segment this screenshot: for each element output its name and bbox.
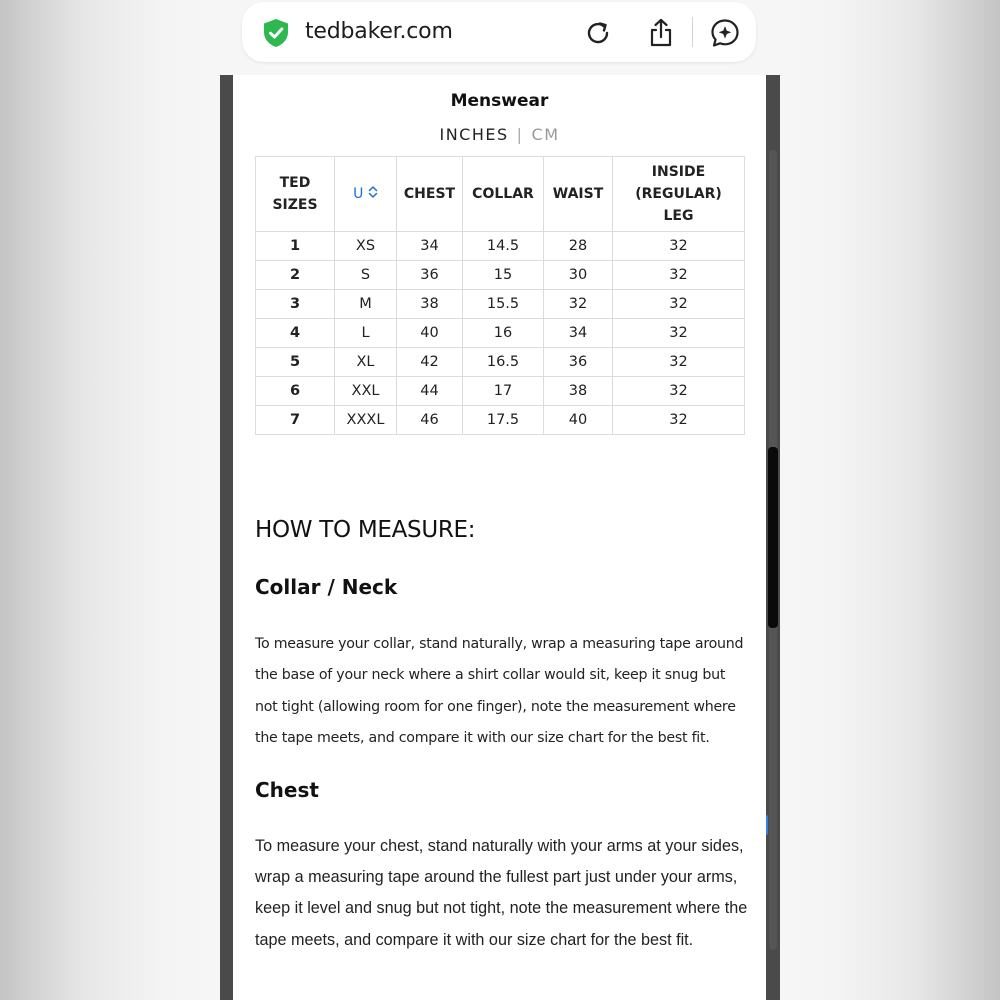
section-title: Menswear — [450, 91, 549, 111]
cell-collar: 16 — [463, 319, 544, 348]
cell-collar: 16.5 — [463, 348, 544, 377]
header-us-size-selector[interactable]: U — [335, 157, 397, 232]
unit-cm-option[interactable]: CM — [531, 125, 560, 144]
assistant-sparkle-icon[interactable] — [709, 17, 741, 49]
cell-ted-size: 5 — [256, 348, 335, 377]
collar-instructions: To measure your collar, stand naturally, wrap a measuring tape around the base of your neck where a shirt collar would sit, keep it snug but not tight (allowing room for one finger), note the measurement where the tape meets, and compare it with our size chart for the best fit. — [255, 636, 744, 746]
header-waist: WAIST — [544, 157, 613, 232]
cell-chest: 38 — [397, 290, 463, 319]
table-row — [256, 232, 745, 261]
cell-waist: 34 — [544, 319, 613, 348]
unit-inches-option[interactable]: INCHES — [439, 125, 509, 144]
cell-ted-size: 1 — [256, 232, 335, 261]
scrollbar-thumb[interactable] — [768, 447, 778, 628]
size-chart-table — [255, 156, 745, 435]
cell-inside-leg: 32 — [613, 290, 745, 319]
cell-waist: 32 — [544, 290, 613, 319]
header-collar: COLLAR — [463, 157, 544, 232]
how-to-measure-heading: HOW TO MEASURE: — [255, 517, 476, 543]
cell-us-size: XXL — [335, 377, 397, 406]
web-page — [233, 75, 766, 1000]
share-icon[interactable] — [645, 17, 677, 49]
cell-us-size: XXXL — [335, 406, 397, 435]
cell-ted-size: 2 — [256, 261, 335, 290]
cell-inside-leg: 32 — [613, 406, 745, 435]
cell-ted-size: 6 — [256, 377, 335, 406]
cell-inside-leg: 32 — [613, 319, 745, 348]
table-header-row — [256, 157, 745, 232]
cell-waist: 28 — [544, 232, 613, 261]
cell-ted-size: 7 — [256, 406, 335, 435]
cell-inside-leg: 32 — [613, 348, 745, 377]
chest-instructions: To measure your chest, stand naturally with your arms at your sides, wrap a measuring tape around the fullest part just under your arms, keep it level and snug but not tight, note the measurement where the tape meets, and compare it with our size chart for the best fit. — [255, 837, 748, 949]
cell-ted-size: 3 — [256, 290, 335, 319]
unit-toggle — [233, 125, 766, 144]
address-bar[interactable] — [242, 2, 756, 62]
cell-chest: 44 — [397, 377, 463, 406]
table-row — [256, 319, 745, 348]
url-text[interactable]: tedbaker.com — [305, 19, 453, 44]
cell-collar: 15.5 — [463, 290, 544, 319]
cell-chest: 36 — [397, 261, 463, 290]
cell-chest: 34 — [397, 232, 463, 261]
cell-chest: 46 — [397, 406, 463, 435]
cell-collar: 14.5 — [463, 232, 544, 261]
table-row — [256, 406, 745, 435]
cell-chest: 40 — [397, 319, 463, 348]
cell-ted-size: 4 — [256, 319, 335, 348]
cell-waist: 30 — [544, 261, 613, 290]
cell-us-size: XS — [335, 232, 397, 261]
unit-separator: | — [516, 125, 524, 144]
table-row — [256, 290, 745, 319]
chevron-up-down-icon — [368, 185, 378, 199]
table-row — [256, 348, 745, 377]
cell-us-size: M — [335, 290, 397, 319]
cell-collar: 15 — [463, 261, 544, 290]
cell-inside-leg: 32 — [613, 232, 745, 261]
cell-waist: 38 — [544, 377, 613, 406]
shield-check-icon — [260, 17, 292, 49]
header-chest: CHEST — [397, 157, 463, 232]
reload-icon[interactable] — [582, 17, 614, 49]
chest-heading: Chest — [255, 778, 319, 802]
header-ted-sizes: TED SIZES — [256, 157, 335, 232]
cell-inside-leg: 32 — [613, 261, 745, 290]
cell-inside-leg: 32 — [613, 377, 745, 406]
table-row — [256, 261, 745, 290]
cell-waist: 40 — [544, 406, 613, 435]
cell-chest: 42 — [397, 348, 463, 377]
cell-us-size: XL — [335, 348, 397, 377]
cell-collar: 17.5 — [463, 406, 544, 435]
cell-collar: 17 — [463, 377, 544, 406]
table-row — [256, 377, 745, 406]
toolbar-divider — [692, 17, 693, 47]
header-inside-leg: INSIDE (REGULAR) LEG — [613, 157, 745, 232]
cell-us-size: S — [335, 261, 397, 290]
collar-heading: Collar / Neck — [255, 575, 398, 599]
cell-us-size: L — [335, 319, 397, 348]
cell-waist: 36 — [544, 348, 613, 377]
